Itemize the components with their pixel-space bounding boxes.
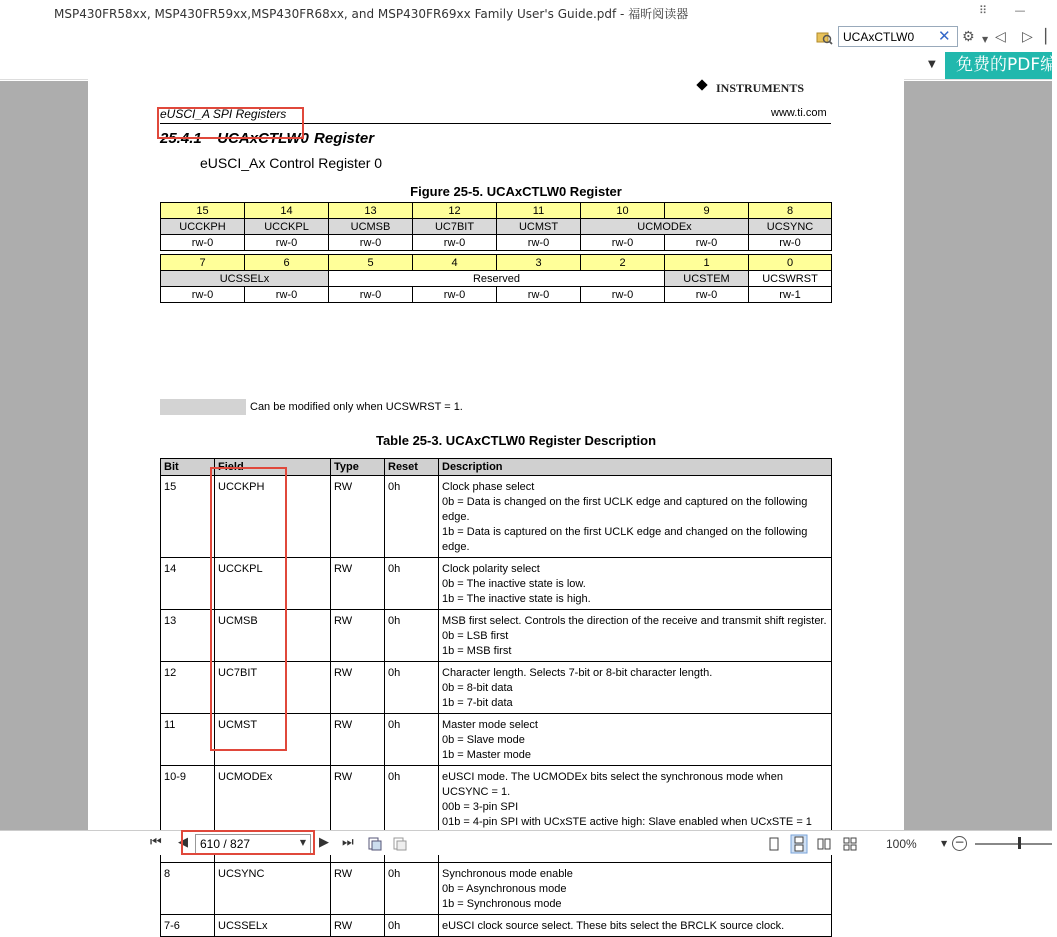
description-line: eUSCI mode. The UCMODEx bits select the synchronous mode when UCSYNC = 1. <box>442 771 783 798</box>
access-cell: rw-0 <box>497 235 581 251</box>
field-cell: UCMST <box>497 219 581 235</box>
bit-cell: 15 <box>161 476 215 558</box>
access-cell: rw-0 <box>413 235 497 251</box>
bit-number: 10 <box>581 203 665 219</box>
bit-cell: 13 <box>161 610 215 662</box>
bit-cell: 7-6 <box>161 915 215 937</box>
description-line: 0b = 8-bit data <box>442 682 513 694</box>
description-line: Synchronous mode enable <box>442 868 573 880</box>
section-subtitle: eUSCI_Ax Control Register 0 <box>200 155 383 171</box>
field-cell: UCSWRST <box>749 271 832 287</box>
description-line: 0b = Slave mode <box>442 734 525 746</box>
description-line: Character length. Selects 7-bit or 8-bit character length. <box>442 667 713 679</box>
field-cell: UCMODEx <box>581 219 749 235</box>
access-cell: rw-0 <box>581 287 665 303</box>
bit-cell: 14 <box>161 558 215 610</box>
access-row <box>161 235 832 251</box>
description-line: Master mode select <box>442 719 538 731</box>
field-cell: UCMSB <box>329 219 413 235</box>
field-name-cell: UCMSB <box>215 610 331 662</box>
continuous-view-icon[interactable] <box>791 835 807 853</box>
bit-number-row <box>161 203 832 219</box>
field-name-cell: UCSSELx <box>215 915 331 937</box>
section-title: 25.4.1 UCAxCTLW0 Register <box>160 130 375 147</box>
bit-number: 14 <box>245 203 329 219</box>
table-row <box>161 863 832 915</box>
title-bar <box>0 0 1052 26</box>
single-page-view-icon[interactable] <box>767 837 781 851</box>
previous-view-icon[interactable] <box>368 837 382 851</box>
type-cell: RW <box>331 915 385 937</box>
bit-cell: 11 <box>161 714 215 766</box>
description-line: 1b = Data is captured on the first UCLK edge and changed on the following edge. <box>442 526 808 553</box>
access-cell: rw-0 <box>413 287 497 303</box>
bit-cell: 8 <box>161 863 215 915</box>
annotation-box-fields <box>210 467 287 751</box>
description-line: eUSCI clock source select. These bits select the BRCLK source clock. <box>442 920 785 932</box>
search-options-dropdown-icon[interactable]: ▼ <box>982 35 989 44</box>
type-cell: RW <box>331 766 385 863</box>
description-line: 0b = LSB first <box>442 630 509 642</box>
description-line: Clock polarity select <box>442 563 540 575</box>
bit-number: 2 <box>581 255 665 271</box>
legend-text: Can be modified only when UCSWRST = 1. <box>250 401 463 413</box>
description-line: 01b = 4-pin SPI with UCxSTE active high: Slave enabled when UCxSTE = 1 <box>442 816 812 828</box>
access-cell: rw-0 <box>329 287 413 303</box>
access-cell: rw-0 <box>329 235 413 251</box>
access-cell: rw-0 <box>749 235 832 251</box>
column-header-reset: Reset <box>385 459 439 476</box>
description-cell <box>439 714 832 766</box>
bit-number: 5 <box>329 255 413 271</box>
bit-cell: 12 <box>161 662 215 714</box>
bit-cell: 10-9 <box>161 766 215 863</box>
zoom-slider-thumb[interactable] <box>1018 837 1021 849</box>
access-cell: rw-0 <box>161 235 245 251</box>
minimize-button[interactable]: — <box>1014 4 1026 17</box>
description-cell <box>439 610 832 662</box>
access-cell: rw-0 <box>161 287 245 303</box>
restore-layout-icon[interactable]: ⠿ <box>978 4 988 17</box>
description-cell <box>439 476 832 558</box>
page-header-url[interactable]: www.ti.com <box>771 107 827 119</box>
zoom-dropdown-icon[interactable]: ▼ <box>941 839 948 848</box>
table-title: Table 25-3. UCAxCTLW0 Register Description <box>375 433 657 448</box>
description-line: 0b = Data is changed on the first UCLK edge and captured on the following edge. <box>442 496 808 523</box>
type-cell: RW <box>331 558 385 610</box>
field-cell: UCSSELx <box>161 271 329 287</box>
access-cell: rw-1 <box>749 287 832 303</box>
field-name-cell: UCMST <box>215 714 331 766</box>
reset-cell: 0h <box>385 766 439 863</box>
column-header-field: Field <box>215 459 331 476</box>
next-page-icon[interactable]: ▶ <box>319 835 329 850</box>
description-line: 0b = Asynchronous mode <box>442 883 567 895</box>
register-diagram-high <box>160 202 832 251</box>
reset-cell: 0h <box>385 915 439 937</box>
description-line: 00b = 3-pin SPI <box>442 801 519 813</box>
register-diagram-low <box>160 254 832 303</box>
clear-search-icon[interactable]: ✕ <box>938 27 951 45</box>
bit-number: 9 <box>665 203 749 219</box>
bit-number: 4 <box>413 255 497 271</box>
description-line: Clock phase select <box>442 481 535 493</box>
bit-number: 1 <box>665 255 749 271</box>
field-name-row <box>161 219 832 235</box>
bit-number: 11 <box>497 203 581 219</box>
description-line: 1b = Master mode <box>442 749 531 761</box>
field-name-cell: UCMODEx <box>215 766 331 863</box>
access-cell: rw-0 <box>245 235 329 251</box>
last-page-icon[interactable]: ⏭ <box>342 835 354 850</box>
type-cell: RW <box>331 476 385 558</box>
zoom-slider[interactable] <box>975 843 1052 845</box>
type-cell: RW <box>331 863 385 915</box>
reset-cell: 0h <box>385 863 439 915</box>
field-cell: UC7BIT <box>413 219 497 235</box>
column-header-type: Type <box>331 459 385 476</box>
search-options-gear-icon[interactable]: ⚙ <box>962 29 975 45</box>
access-row <box>161 287 832 303</box>
facing-view-icon[interactable] <box>817 837 831 851</box>
bit-number: 6 <box>245 255 329 271</box>
promo-banner-button[interactable]: 免费的PDF编 <box>945 52 1052 79</box>
next-view-icon[interactable] <box>393 837 407 851</box>
status-bar <box>0 830 1052 855</box>
find-previous-icon[interactable]: ◁ <box>995 29 1006 45</box>
access-cell: rw-0 <box>581 235 665 251</box>
column-header-description: Description <box>439 459 832 476</box>
access-cell: rw-0 <box>665 287 749 303</box>
ti-logo: INSTRUMENTS <box>716 81 805 95</box>
find-folder-icon[interactable] <box>816 29 833 46</box>
page-number-value: 610 / 827 <box>200 837 251 851</box>
field-name-cell: UCSYNC <box>215 863 331 915</box>
bit-number: 12 <box>413 203 497 219</box>
bit-number: 13 <box>329 203 413 219</box>
field-cell: UCCKPL <box>245 219 329 235</box>
field-name-row <box>161 271 832 287</box>
bit-number: 0 <box>749 255 832 271</box>
field-name-cell: UC7BIT <box>215 662 331 714</box>
description-line: 1b = The inactive state is high. <box>442 593 591 605</box>
field-cell: UCSYNC <box>749 219 832 235</box>
reset-cell: 0h <box>385 662 439 714</box>
page-dropdown-icon[interactable]: ▼ <box>299 838 306 847</box>
field-cell: Reserved <box>329 271 665 287</box>
previous-page-icon[interactable]: ◀ <box>178 835 188 850</box>
access-cell: rw-0 <box>665 235 749 251</box>
zoom-out-icon[interactable]: − <box>952 836 967 851</box>
reset-cell: 0h <box>385 558 439 610</box>
bit-number: 15 <box>161 203 245 219</box>
description-cell <box>439 915 832 937</box>
type-cell: RW <box>331 610 385 662</box>
description-line: 1b = Synchronous mode <box>442 898 562 910</box>
zoom-level[interactable]: 100% <box>886 837 917 851</box>
legend-swatch <box>160 399 246 415</box>
bit-number-row <box>161 255 832 271</box>
type-cell: RW <box>331 662 385 714</box>
figure-title: Figure 25-5. UCAxCTLW0 Register <box>410 184 622 199</box>
bit-number: 3 <box>497 255 581 271</box>
description-line: 1b = MSB first <box>442 645 512 657</box>
description-cell <box>439 662 832 714</box>
window-title: MSP430FR58xx, MSP430FR59xx,MSP430FR68xx, and MSP430FR69xx Family User's Guide.pdf - 福昕阅读器 <box>54 7 689 21</box>
continuous-facing-view-icon[interactable] <box>843 837 857 851</box>
description-line: 1b = 7-bit data <box>442 697 513 709</box>
field-cell: UCCKPH <box>161 219 245 235</box>
find-next-icon[interactable]: ▷ <box>1022 29 1033 45</box>
page-header-section: eUSCI_A SPI Registers <box>160 107 287 121</box>
description-cell <box>439 558 832 610</box>
table-row <box>161 915 832 937</box>
column-header-bit: Bit <box>161 459 215 476</box>
field-cell: UCSTEM <box>665 271 749 287</box>
description-line: MSB first select. Controls the direction of the receive and transmit shift register. <box>442 615 827 627</box>
more-icon[interactable]: ▏ <box>1045 29 1056 45</box>
reset-cell: 0h <box>385 714 439 766</box>
access-cell: rw-0 <box>497 287 581 303</box>
reset-cell: 0h <box>385 476 439 558</box>
reset-cell: 0h <box>385 610 439 662</box>
ribbon-collapse-icon[interactable]: ▼ <box>928 59 936 70</box>
annotation-box-header <box>157 107 304 139</box>
toolbar <box>0 26 1056 50</box>
type-cell: RW <box>331 714 385 766</box>
description-line: 0b = The inactive state is low. <box>442 578 586 590</box>
annotation-box-page-number <box>181 830 315 855</box>
access-cell: rw-0 <box>245 287 329 303</box>
field-name-cell: UCCKPH <box>215 476 331 558</box>
bit-number: 7 <box>161 255 245 271</box>
field-name-cell: UCCKPL <box>215 558 331 610</box>
bit-number: 8 <box>749 203 832 219</box>
first-page-icon[interactable]: ⏮ <box>150 835 162 850</box>
description-cell <box>439 863 832 915</box>
